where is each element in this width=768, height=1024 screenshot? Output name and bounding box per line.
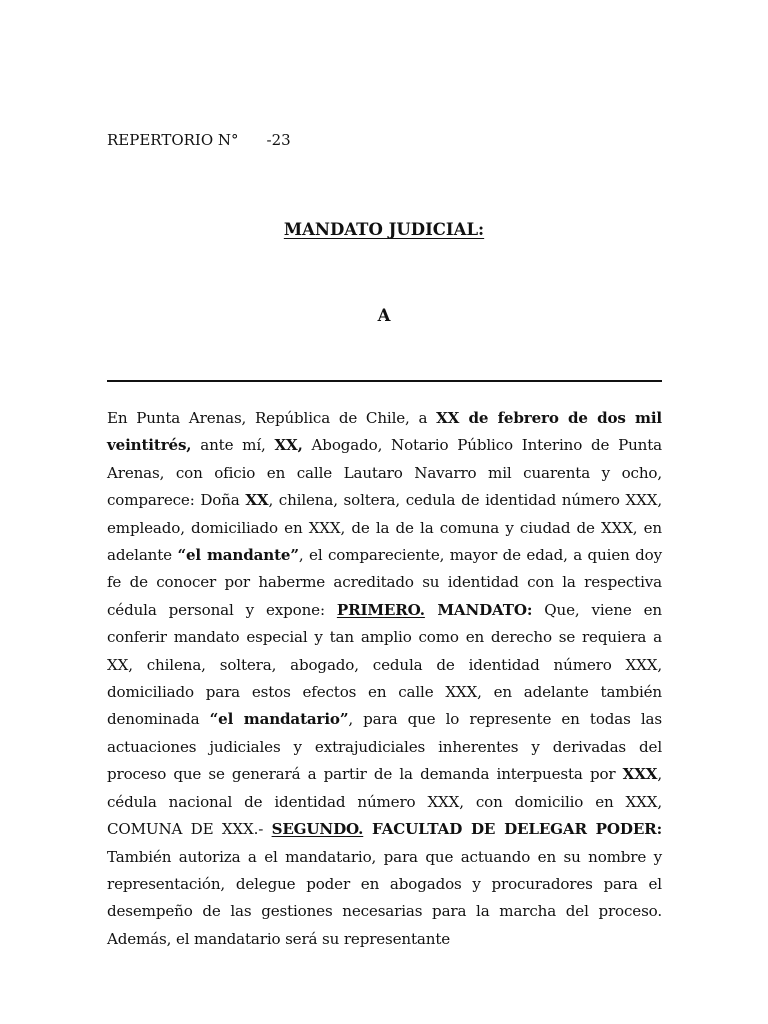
document-title-text: MANDATO JUDICIAL: xyxy=(283,220,485,239)
body-text-2: ante mí, xyxy=(191,436,275,455)
repertorio-label: REPERTORIO N° xyxy=(107,131,239,149)
body-text-4: , chilena, soltera, cedula de identidad número XXX, empleado, domiciliado en XXX, de la de la comuna y ciudad de XXX, en adelante xyxy=(107,491,662,565)
repertorio-line xyxy=(107,131,291,149)
body-text-5: , el compareciente, mayor de edad, a quien doy fe de conocer por haberme acreditado su identidad con la respectiva cédula personal y expone: xyxy=(107,546,662,619)
body-text-9: También autoriza a el mandatario, para que actuando en su nombre y representación, delegue poder en abogados y procuradores para el desempeño de las gestiones necesarias para la marcha del proceso. Además, el mandatario será su representante xyxy=(107,847,662,948)
body-text-8: , cédula nacional de identidad número XXX, con domicilio en XXX, COMUNA DE XXX.- xyxy=(107,765,662,839)
facultad-heading: FACULTAD DE DELEGAR PODER: xyxy=(363,820,662,839)
body-text-3: Abogado, Notario Público Interino de Punta Arenas, con oficio en calle Lautaro Navarro mil cuarenta y ocho, comparece: Doña xyxy=(107,436,662,510)
segundo-heading: SEGUNDO. xyxy=(271,820,364,839)
repertorio-number: -23 xyxy=(266,131,291,149)
notary-name: XX, xyxy=(274,436,303,455)
body-text-1: En Punta Arenas, República de Chile, a xyxy=(107,409,437,427)
body-text-7: , para que lo represente en todas las actuaciones judiciales y extrajudiciales inherentes y derivadas del proceso que se generará a partir de la demanda interpuesta por xyxy=(107,710,662,784)
mandatario-label: “el mandatario” xyxy=(209,710,349,729)
mandante-label: “el mandante” xyxy=(177,546,299,565)
document-title xyxy=(0,220,768,239)
primero-heading: PRIMERO. xyxy=(336,600,425,619)
mandato-heading: MANDATO: xyxy=(424,600,533,619)
date-text: XX de febrero de dos mil veintitrés, xyxy=(107,409,662,455)
demandante-name: XXX xyxy=(622,765,658,784)
compareciente-name: XX xyxy=(245,491,269,510)
horizontal-rule xyxy=(107,380,662,382)
body-text-6: Que, viene en conferir mandato especial y tan amplio como en derecho se requiera a XX, chilena, soltera, abogado, cedula de identidad número XXX, domiciliado para estos efectos en calle XXX, en adelante también denominada xyxy=(107,600,663,729)
body-paragraph xyxy=(107,405,662,953)
party-name: A xyxy=(377,306,391,325)
